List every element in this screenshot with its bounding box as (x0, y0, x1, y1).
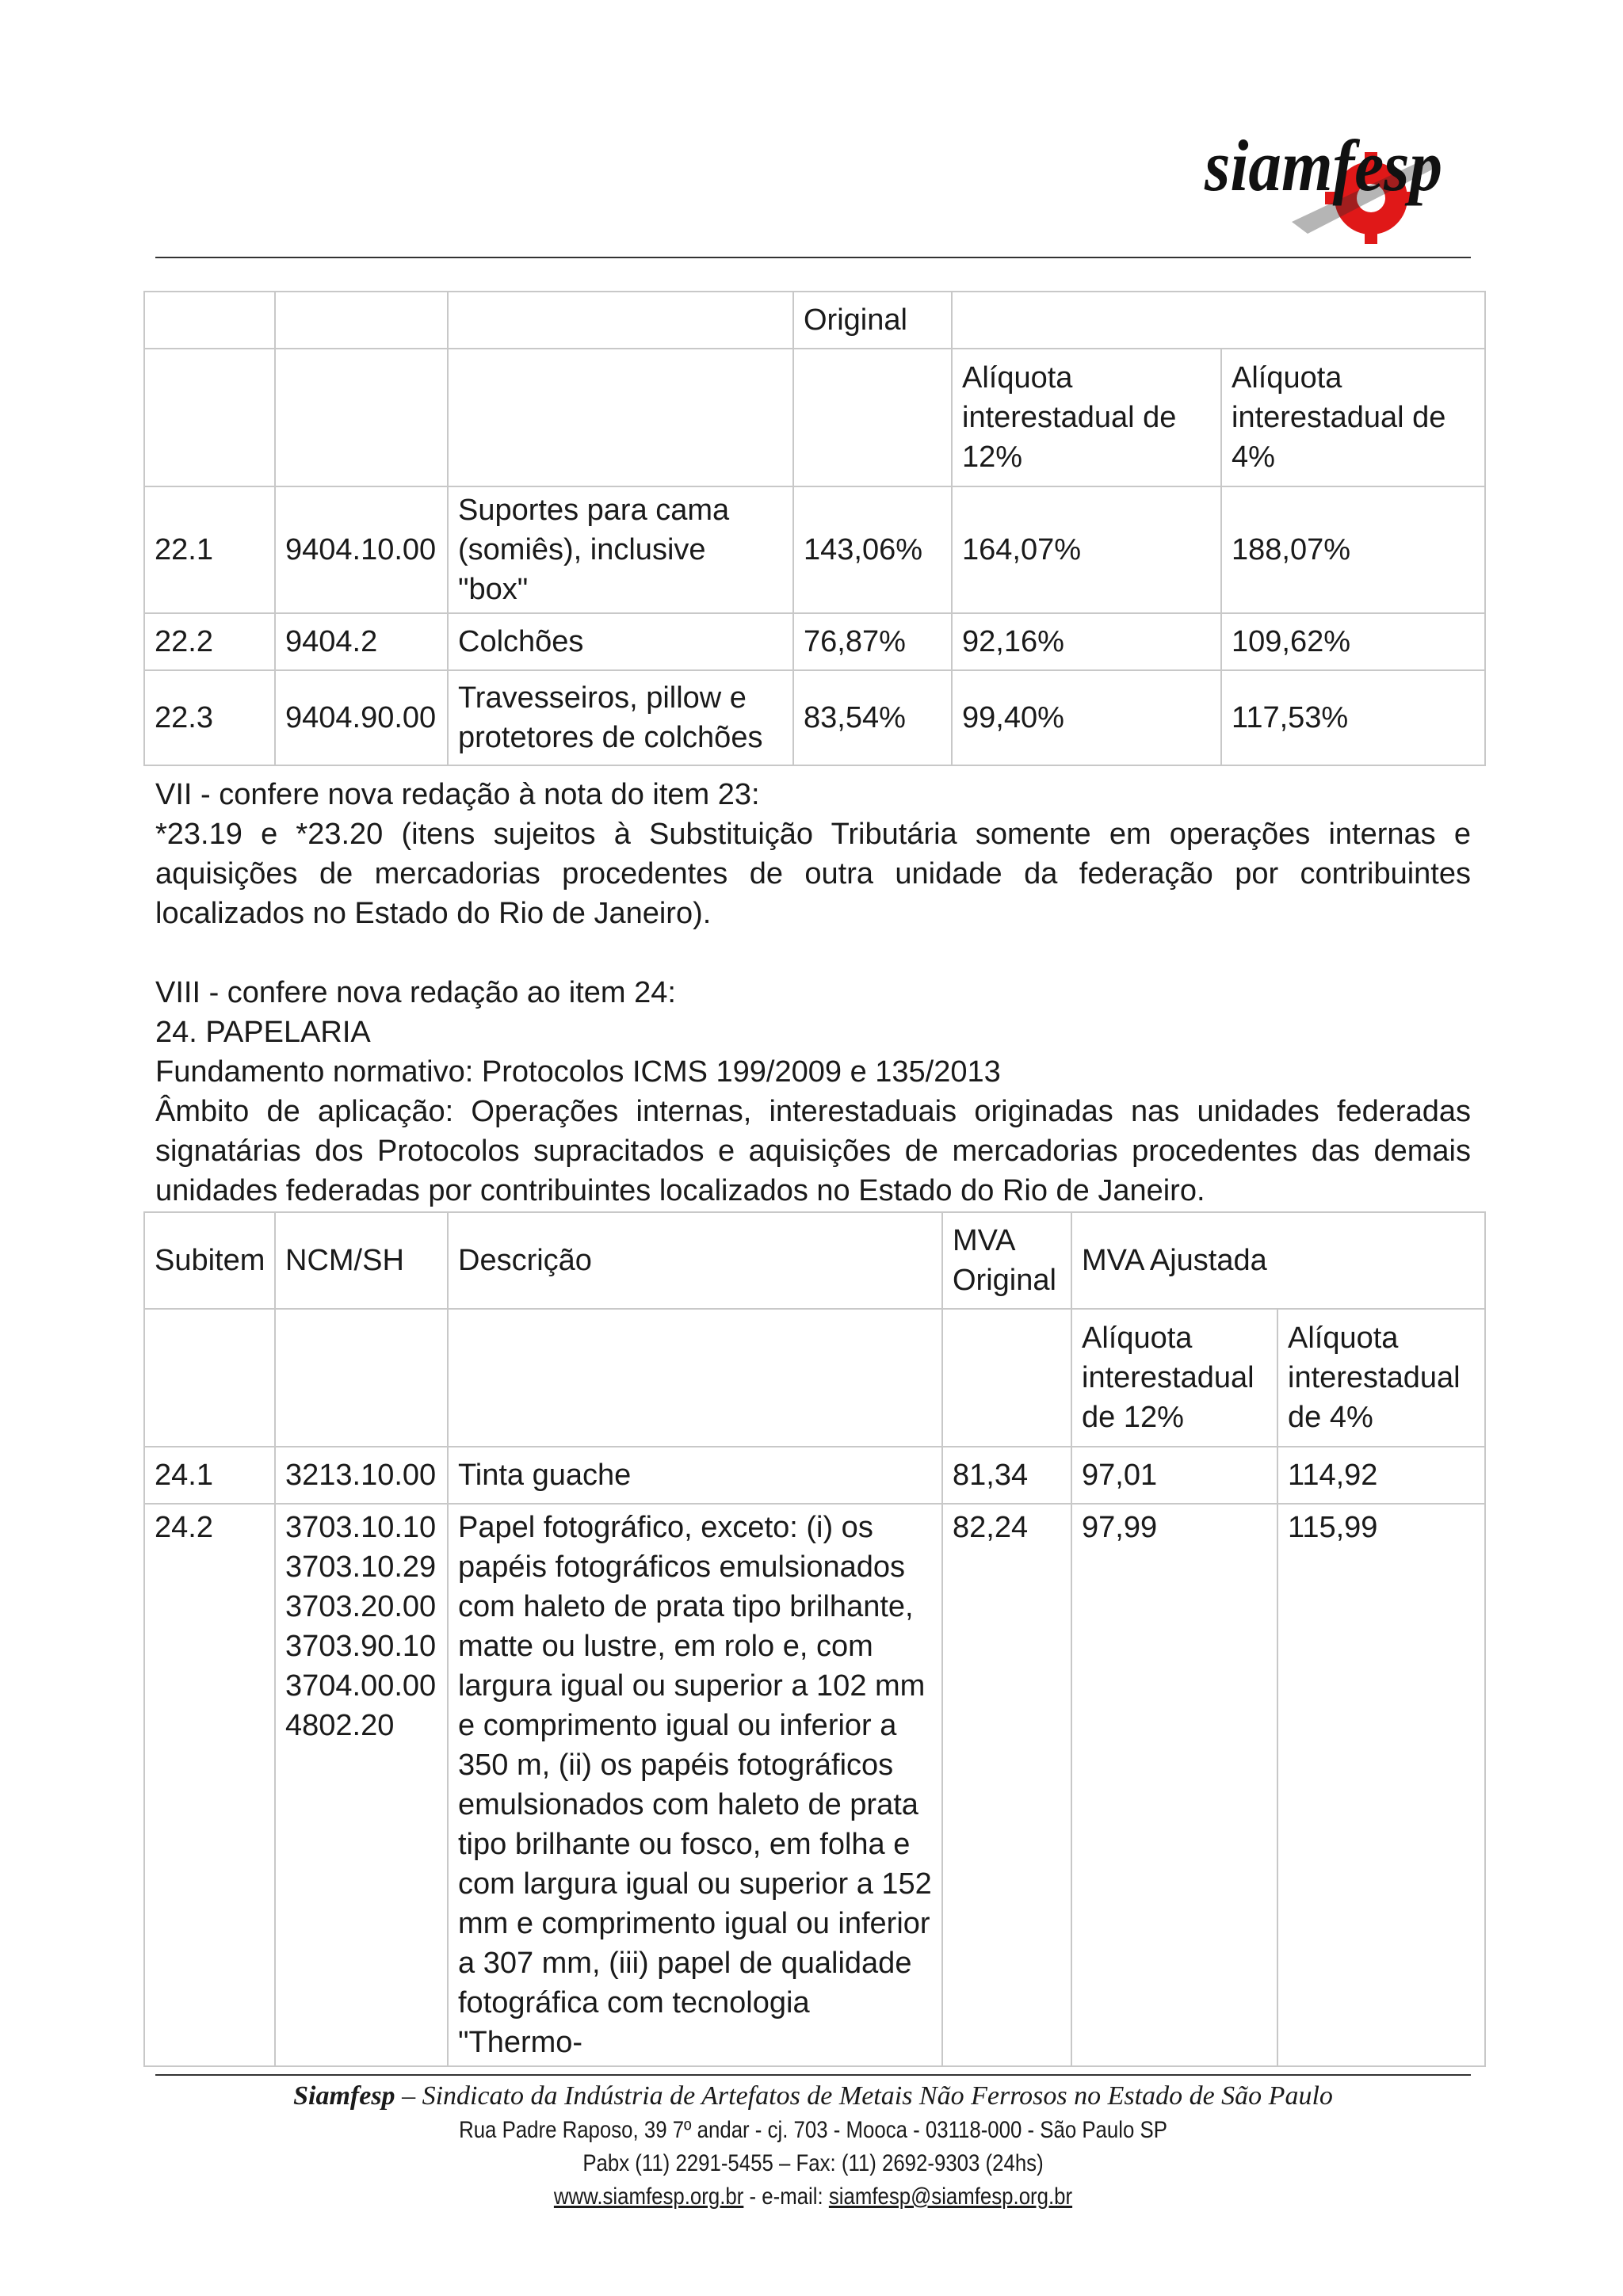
table-row (144, 1309, 1485, 1447)
table-row: 24.2 3703.10.10 3703.10.29 3703.20.00 3703.90.10 3704.00.00 4802.20 Papel fotográfico, exceto: (i) os papéis fotográficos emulsionados com haleto de prata tipo brilhante, matte ou lustre, em rolo e, com largura igual ou superior a 102 mm e comprimento igual ou inferior a 350 m, (ii) os papéis fotográficos emulsionados com haleto de prata tipo brilhante ou fosco, em folha e com largura igual ou superior a 152 mm e comprimento igual ou inferior a 307 mm, (iii) papel de qualidade fotográfica com tecnologia "Thermo- 82,24 97,99 115,99 (144, 1504, 1485, 2066)
table-item-24 (143, 1211, 1486, 2067)
mva-original-header: Original (793, 292, 952, 349)
section-viii-heading: VIII - confere nova redação ao item 24: (155, 976, 676, 1009)
col-subitem: Subitem (144, 1212, 275, 1309)
table-row: 22.3 9404.90.00 Travesseiros, pillow e protetores de colchões 83,54% 99,40% 117,53% (144, 670, 1485, 765)
section-viii (155, 973, 1471, 1211)
table-header-row (144, 1212, 1485, 1309)
aliquota-12-header: Alíquota interestadual de 12% (1071, 1309, 1277, 1447)
logo-wordmark: siamfesp (1204, 125, 1442, 206)
footer-org-name: Siamfesp (293, 2081, 395, 2111)
footer-contact: www.siamfesp.org.br - e-mail: siamfesp@siamfesp.org.br (553, 2183, 1073, 2210)
footer-address: Rua Padre Raposo, 39 7º andar - cj. 703 - Mooca - 03118-000 - São Paulo SP (459, 2117, 1167, 2143)
section-vii-line: aquisições de mercadorias procedentes de outra unidade da federação por contribuintes (155, 857, 1471, 891)
table-row (144, 292, 1485, 349)
website-link[interactable]: www.siamfesp.org.br (553, 2183, 744, 2210)
ambito-line: signatárias dos Protocolos supracitados e aquisições de mercadorias procedentes das demais (155, 1135, 1471, 1168)
section-vii-heading: VII - confere nova redação à nota do item 23: (155, 778, 760, 811)
aliquota-4-header: Alíquota interestadual de 4% (1221, 349, 1485, 486)
table-row: 24.1 3213.10.00 Tinta guache 81,34 97,01 114,92 (144, 1447, 1485, 1504)
siamfesp-logo (1189, 103, 1458, 254)
footer-phones: Pabx (11) 2291-5455 – Fax: (11) 2692-9303 (24hs) (582, 2150, 1044, 2176)
aliquota-4-header: Alíquota interestadual de 4% (1277, 1309, 1485, 1447)
email-link[interactable]: siamfesp@siamfesp.org.br (828, 2183, 1073, 2210)
col-mva-original: MVA Original (942, 1212, 1071, 1309)
ambito-line: unidades federadas por contribuintes localizados no Estado do Rio de Janeiro. (155, 1174, 1205, 1207)
col-ncm: NCM/SH (275, 1212, 448, 1309)
fundamento-normativo: Fundamento normativo: Protocolos ICMS 199/2009 e 135/2013 (155, 1055, 1001, 1089)
table-row: 22.2 9404.2 Colchões 76,87% 92,16% 109,62% (144, 613, 1485, 670)
table-row (144, 349, 1485, 486)
table-item-22 (143, 291, 1486, 766)
col-descricao: Descrição (448, 1212, 942, 1309)
footer-divider (155, 2074, 1471, 2076)
aliquota-12-header: Alíquota interestadual de 12% (952, 349, 1221, 486)
section-title: 24. PAPELARIA (155, 1016, 371, 1049)
header-divider (155, 257, 1471, 258)
ambito-line: Âmbito de aplicação: Operações internas, interestaduais originadas nas unidades federadas (155, 1095, 1471, 1128)
section-vii-line: *23.19 e *23.20 (itens sujeitos à Substituição Tributária somente em operações internas e (155, 818, 1471, 851)
descricao-cell: Papel fotográfico, exceto: (i) os papéis fotográficos emulsionados com haleto de prata tipo brilhante, matte ou lustre, em rolo e, com largura igual ou superior a 102 mm e comprimento igual ou inferior a 350 m, (ii) os papéis fotográficos emulsionados com haleto de prata tipo brilhante ou fosco, em folha e com largura igual ou superior a 152 mm e comprimento igual ou inferior a 307 mm, (iii) papel de qualidade fotográfica com tecnologia "Thermo- (448, 1504, 942, 2066)
footer-org-line: Siamfesp – Sindicato da Indústria de Artefatos de Metais Não Ferrosos no Estado de São Paulo (293, 2081, 1333, 2111)
section-vii-line: localizados no Estado do Rio de Janeiro). (155, 897, 712, 930)
table-row: 22.1 9404.10.00 Suportes para cama (somiês), inclusive "box" 143,06% 164,07% 188,07% (144, 486, 1485, 613)
section-vii (155, 775, 1471, 933)
col-mva-ajustada: MVA Ajustada (1071, 1212, 1485, 1309)
ncm-list: 3703.10.10 3703.10.29 3703.20.00 3703.90.10 3704.00.00 4802.20 (275, 1504, 448, 2066)
footer (155, 2079, 1471, 2214)
